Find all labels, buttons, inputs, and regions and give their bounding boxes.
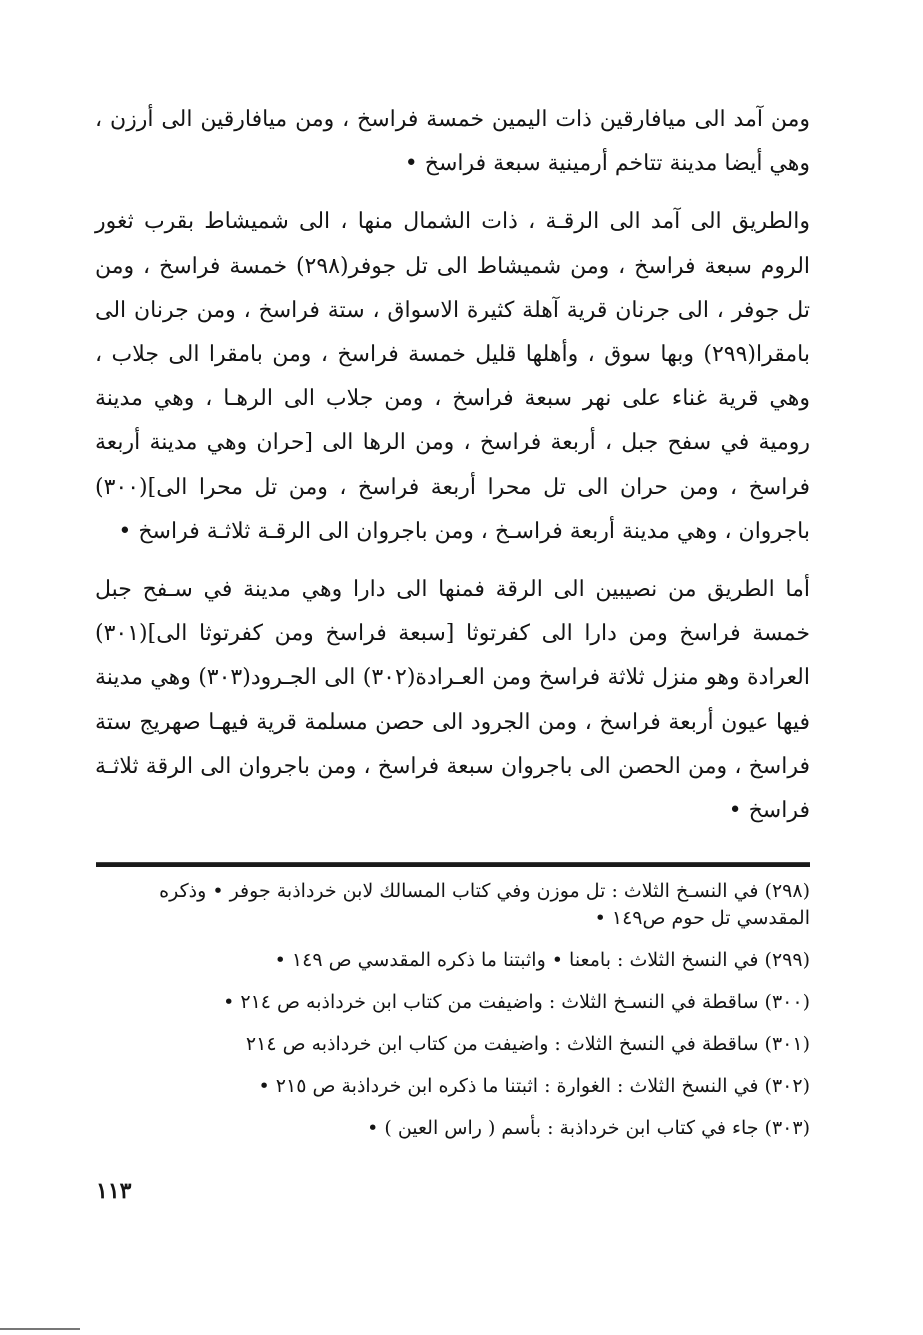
footnote-302: (٣٠٢) في النسخ الثلاث : الغوارة : اثبتنا ما ذكره ابن خرداذبة ص ٢١٥ • bbox=[258, 1075, 810, 1097]
footnote-299: (٢٩٩) في النسخ الثلاث : بامعنا • واثبتنا ما ذكره المقدسي ص ١٤٩ • bbox=[274, 949, 810, 971]
footnote-301: (٣٠١) ساقطة في النسخ الثلاث : واضيفت من كتاب ابن خرداذبه ص ٢١٤ bbox=[245, 1033, 810, 1055]
scan-edge-mark bbox=[0, 1328, 80, 1330]
paragraph-route-nisibin-raqqa: أما الطريق من نصيبين الى الرقة فمنها الى دارا وهي مدينة في سـفح جبل خمسة فراسخ ومن دارا الى كفرتوثا [سبعة فراسخ ومن كفرتوثا الى](٣٠١) العرادة وهو منزل ثلاثة فراسخ ومن العـرادة(٣٠٢) الى الجـرود(٣٠٣) وهي مدينة فيها عيون أربعة فراسخ ، ومن الجرود الى حصن مسلمة قرية فيهـا صهريج ستة فراسخ ، ومن الحصن الى باجروان سبعة فراسخ ، ومن باجروان الى الرقة ثلاثـة فراسخ • bbox=[95, 577, 810, 824]
footnote-298: (٢٩٨) في النسـخ الثلاث : تل موزن وفي كتاب المسالك لابن خرداذبة جوفر • وذكره المقدسي تل حوم ص١٤٩ • bbox=[159, 880, 810, 929]
page-number: ١١٣ bbox=[96, 1178, 132, 1204]
footnote-divider bbox=[96, 862, 810, 867]
footnotes bbox=[95, 878, 810, 1157]
main-text bbox=[95, 98, 810, 833]
footnote-303: (٣٠٣) جاء في كتاب ابن خرداذبة : بأسم ( راس العين ) • bbox=[367, 1117, 810, 1139]
paragraph-route-amid-raqqa: والطريق الى آمد الى الرقـة ، ذات الشمال منها ، الى شميشاط بقرب ثغور الروم سبعة فراسخ ، ومن شميشاط الى تل جوفر(٢٩٨) خمسة فراسخ ، ومن تل جوفر ، الى جرنان قرية آهلة كثيرة الاسواق ، ستة فراسخ ، ومن جرنان الى بامقرا(٢٩٩) وبها سوق ، وأهلها قليل خمسة فراسخ ، ومن بامقرا الى جلاب ، وهي قرية غناء على نهر سبعة فراسخ ، ومن جلاب الى الرهـا ، وهي مدينة رومية في سفح جبل ، أربعة فراسخ ، ومن الرها الى [حران وهي مدينة أربعة فراسخ ، ومن حران الى تل محرا أربعة فراسخ ، ومن تل محرا الى](٣٠٠) باجروان ، وهي مدينة أربعة فراسـخ ، ومن باجروان الى الرقـة ثلاثـة فراسخ • bbox=[95, 209, 811, 544]
paragraph-amid-mayyafariqin: ومن آمد الى ميافارقين ذات اليمين خمسة فراسخ ، ومن ميافارقين الى أرزن ، وهي أيضا مدينة تتاخم أرمينية سبعة فراسخ • bbox=[95, 107, 810, 177]
footnote-300: (٣٠٠) ساقطة في النسـخ الثلاث : واضيفت من كتاب ابن خرداذبه ص ٢١٤ • bbox=[223, 991, 810, 1013]
